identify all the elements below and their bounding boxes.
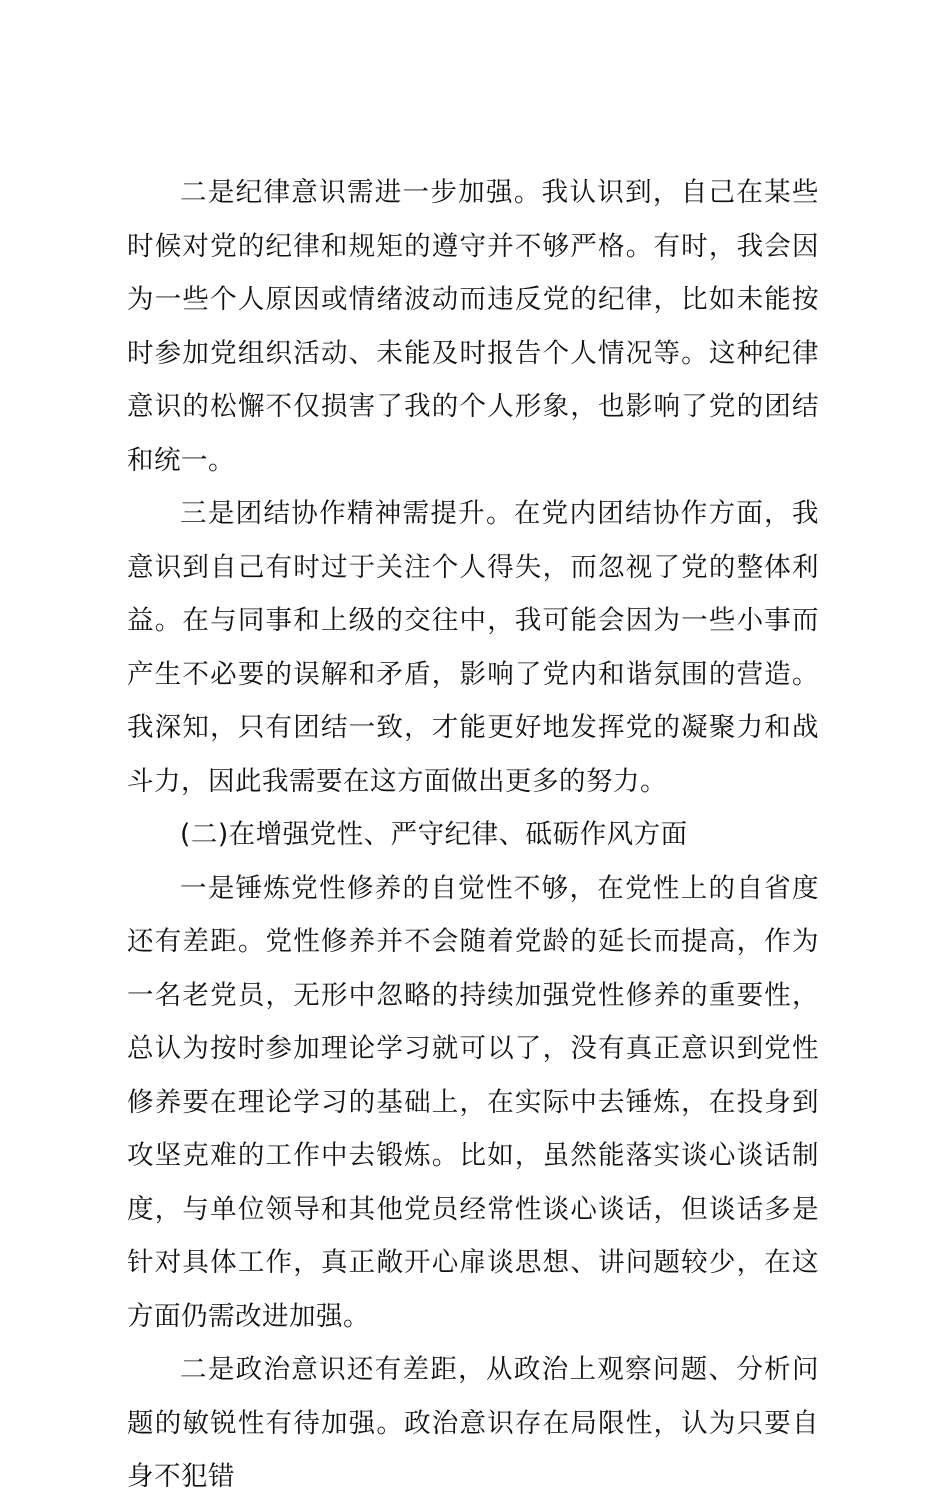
document-body [127, 166, 819, 1504]
paragraph-political-awareness: 二是政治意识还有差距，从政治上观察问题、分析问题的敏锐性有待加强。政治意识存在局限性，认为只要自身不犯错 [127, 1354, 819, 1492]
paragraph-discipline-awareness: 二是纪律意识需进一步加强。我认识到，自己在某些时候对党的纪律和规矩的遵守并不够严格。有时，我会因为一些个人原因或情绪波动而违反党的纪律，比如未能按时参加党组织活动、未能及时报告个人情况等。这种纪律意识的松懈不仅损害了我的个人形象，也影响了党的团结和统一。 [127, 177, 819, 476]
paragraph-party-spirit-cultivation: 一是锤炼党性修养的自觉性不够，在党性上的自省度还有差距。党性修养并不会随着党龄的延长而提高，作为一名老党员，无形中忽略的持续加强党性修养的重要性，总认为按时参加理论学习就可以了，没有真正意识到党性修养要在理论学习的基础上，在实际中去锤炼，在投身到攻坚克难的工作中去锻炼。比如，虽然能落实谈心谈话制度，与单位领导和其他党员经常性谈心谈话，但谈话多是针对具体工作，真正敞开心扉谈思想、讲问题较少，在这方面仍需改进加强。 [127, 872, 819, 1332]
section-heading-2: (二)在增强党性、严守纪律、砥砺作风方面 [180, 819, 688, 850]
paragraph-teamwork-spirit: 三是团结协作精神需提升。在党内团结协作方面，我意识到自己有时过于关注个人得失，而忽视了党的整体利益。在与同事和上级的交往中，我可能会因为一些小事而产生不必要的误解和矛盾，影响了党内和谐氛围的营造。我深知，只有团结一致，才能更好地发挥党的凝聚力和战斗力，因此我需要在这方面做出更多的努力。 [127, 498, 819, 797]
